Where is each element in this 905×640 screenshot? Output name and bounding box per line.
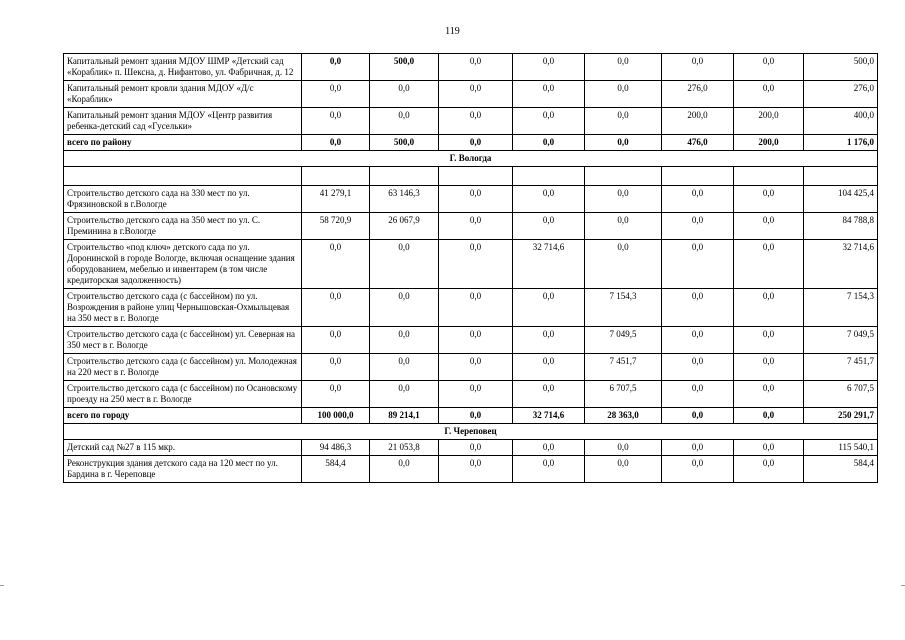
value-cell: 0,0 bbox=[513, 381, 585, 408]
value-cell: 0,0 bbox=[513, 456, 585, 483]
item-name-cell: всего по городу bbox=[64, 408, 302, 424]
value-cell: 0,0 bbox=[662, 289, 734, 327]
value-cell: 0,0 bbox=[439, 240, 513, 289]
value-cell: 0,0 bbox=[302, 327, 370, 354]
value-cell: 0,0 bbox=[302, 54, 370, 81]
row-total-cell: 584,4 bbox=[804, 456, 878, 483]
value-cell: 0,0 bbox=[302, 240, 370, 289]
row-total-cell: 104 425,4 bbox=[804, 186, 878, 213]
empty-cell bbox=[513, 167, 585, 186]
value-cell: 200,0 bbox=[734, 108, 804, 135]
value-cell: 0,0 bbox=[585, 54, 662, 81]
value-cell: 0,0 bbox=[513, 289, 585, 327]
section-header-row bbox=[64, 424, 878, 440]
value-cell: 0,0 bbox=[302, 381, 370, 408]
empty-cell bbox=[64, 167, 302, 186]
value-cell: 200,0 bbox=[734, 135, 804, 151]
value-cell: 0,0 bbox=[662, 186, 734, 213]
table-row bbox=[64, 381, 878, 408]
value-cell: 63 146,3 bbox=[370, 186, 439, 213]
value-cell: 0,0 bbox=[734, 327, 804, 354]
empty-row bbox=[64, 167, 878, 186]
item-name-cell: Строительство детского сада (с бассейном) по Осановскому проезду на 250 мест в г. Вологде bbox=[64, 381, 302, 408]
value-cell: 0,0 bbox=[662, 327, 734, 354]
budget-table bbox=[63, 53, 878, 483]
item-name-cell: Капитальный ремонт кровли здания МДОУ «Д/с «Кораблик» bbox=[64, 81, 302, 108]
item-name-cell: Строительство детского сада (с бассейном) по ул. Возрождения в районе улиц Чернышовская-Охмыльцевая на 350 мест в г. Вологде bbox=[64, 289, 302, 327]
value-cell: 28 363,0 bbox=[585, 408, 662, 424]
value-cell: 0,0 bbox=[302, 289, 370, 327]
item-name-cell: Строительство детского сада на 330 мест по ул. Фрязиновской в г.Вологде bbox=[64, 186, 302, 213]
row-total-cell: 32 714,6 bbox=[804, 240, 878, 289]
table-row bbox=[64, 81, 878, 108]
value-cell: 0,0 bbox=[439, 213, 513, 240]
empty-cell bbox=[585, 167, 662, 186]
value-cell: 0,0 bbox=[302, 354, 370, 381]
value-cell: 0,0 bbox=[302, 108, 370, 135]
value-cell: 0,0 bbox=[370, 108, 439, 135]
value-cell: 0,0 bbox=[662, 456, 734, 483]
value-cell: 7 154,3 bbox=[585, 289, 662, 327]
value-cell: 0,0 bbox=[439, 456, 513, 483]
value-cell: 0,0 bbox=[370, 381, 439, 408]
value-cell: 0,0 bbox=[439, 381, 513, 408]
value-cell: 0,0 bbox=[662, 408, 734, 424]
value-cell: 0,0 bbox=[439, 354, 513, 381]
value-cell: 584,4 bbox=[302, 456, 370, 483]
empty-cell bbox=[302, 167, 370, 186]
value-cell: 0,0 bbox=[734, 440, 804, 456]
value-cell: 0,0 bbox=[734, 408, 804, 424]
item-name-cell: всего по району bbox=[64, 135, 302, 151]
value-cell: 0,0 bbox=[513, 81, 585, 108]
table-row bbox=[64, 213, 878, 240]
value-cell: 0,0 bbox=[302, 81, 370, 108]
value-cell: 0,0 bbox=[439, 289, 513, 327]
row-total-cell: 400,0 bbox=[804, 108, 878, 135]
row-total-cell: 7 154,3 bbox=[804, 289, 878, 327]
table-row bbox=[64, 289, 878, 327]
value-cell: 0,0 bbox=[439, 327, 513, 354]
value-cell: 0,0 bbox=[370, 81, 439, 108]
total-row bbox=[64, 408, 878, 424]
value-cell: 0,0 bbox=[662, 54, 734, 81]
empty-cell bbox=[439, 167, 513, 186]
row-total-cell: 250 291,7 bbox=[804, 408, 878, 424]
value-cell: 0,0 bbox=[662, 354, 734, 381]
value-cell: 0,0 bbox=[734, 456, 804, 483]
value-cell: 0,0 bbox=[513, 54, 585, 81]
value-cell: 0,0 bbox=[513, 440, 585, 456]
value-cell: 26 067,9 bbox=[370, 213, 439, 240]
value-cell: 500,0 bbox=[370, 54, 439, 81]
item-name-cell: Реконструкция здания детского сада на 120 мест по ул. Бардина в г. Череповце bbox=[64, 456, 302, 483]
value-cell: 0,0 bbox=[585, 213, 662, 240]
value-cell: 0,0 bbox=[513, 108, 585, 135]
table-row bbox=[64, 186, 878, 213]
value-cell: 0,0 bbox=[662, 240, 734, 289]
value-cell: 32 714,6 bbox=[513, 408, 585, 424]
value-cell: 0,0 bbox=[585, 108, 662, 135]
value-cell: 0,0 bbox=[585, 81, 662, 108]
row-total-cell: 6 707,5 bbox=[804, 381, 878, 408]
value-cell: 0,0 bbox=[439, 440, 513, 456]
table-row bbox=[64, 440, 878, 456]
value-cell: 94 486,3 bbox=[302, 440, 370, 456]
value-cell: 0,0 bbox=[513, 213, 585, 240]
item-name-cell: Строительство детского сада на 350 мест по ул. С. Преминина в г.Вологде bbox=[64, 213, 302, 240]
section-title: Г. Череповец bbox=[64, 424, 878, 440]
table-row bbox=[64, 108, 878, 135]
value-cell: 0,0 bbox=[585, 440, 662, 456]
row-total-cell: 7 049,5 bbox=[804, 327, 878, 354]
value-cell: 0,0 bbox=[734, 240, 804, 289]
value-cell: 0,0 bbox=[439, 408, 513, 424]
value-cell: 0,0 bbox=[585, 135, 662, 151]
value-cell: 0,0 bbox=[370, 354, 439, 381]
value-cell: 0,0 bbox=[734, 213, 804, 240]
item-name-cell: Капитальный ремонт здания МДОУ «Центр развития ребенка-детский сад «Гусельки» bbox=[64, 108, 302, 135]
value-cell: 7 451,7 bbox=[585, 354, 662, 381]
value-cell: 0,0 bbox=[585, 186, 662, 213]
table-row bbox=[64, 240, 878, 289]
item-name-cell: Капитальный ремонт здания МДОУ ШМР «Детский сад «Кораблик» п. Шексна, д. Нифантово, ул. Фабричная, д. 12 bbox=[64, 54, 302, 81]
item-name-cell: Строительство детского сада (с бассейном) ул. Северная на 350 мест в г. Вологде bbox=[64, 327, 302, 354]
value-cell: 0,0 bbox=[662, 381, 734, 408]
empty-cell bbox=[370, 167, 439, 186]
value-cell: 89 214,1 bbox=[370, 408, 439, 424]
row-total-cell: 84 788,8 bbox=[804, 213, 878, 240]
value-cell: 0,0 bbox=[585, 456, 662, 483]
value-cell: 0,0 bbox=[662, 440, 734, 456]
value-cell: 7 049,5 bbox=[585, 327, 662, 354]
page-number: 119 bbox=[445, 26, 460, 37]
value-cell: 0,0 bbox=[439, 135, 513, 151]
value-cell: 0,0 bbox=[734, 186, 804, 213]
value-cell: 0,0 bbox=[370, 240, 439, 289]
value-cell: 0,0 bbox=[734, 81, 804, 108]
value-cell: 0,0 bbox=[513, 186, 585, 213]
value-cell: 0,0 bbox=[370, 289, 439, 327]
value-cell: 200,0 bbox=[662, 108, 734, 135]
table-row bbox=[64, 456, 878, 483]
table-body bbox=[64, 54, 878, 483]
total-row bbox=[64, 135, 878, 151]
value-cell: 0,0 bbox=[585, 240, 662, 289]
value-cell: 0,0 bbox=[734, 54, 804, 81]
value-cell: 0,0 bbox=[439, 81, 513, 108]
scan-edge-mark-right bbox=[901, 585, 905, 586]
value-cell: 0,0 bbox=[734, 289, 804, 327]
empty-cell bbox=[662, 167, 734, 186]
table-row bbox=[64, 327, 878, 354]
value-cell: 58 720,9 bbox=[302, 213, 370, 240]
empty-cell bbox=[734, 167, 804, 186]
table-row bbox=[64, 54, 878, 81]
row-total-cell: 115 540,1 bbox=[804, 440, 878, 456]
item-name-cell: Детский сад №27 в 115 мкр. bbox=[64, 440, 302, 456]
value-cell: 0,0 bbox=[513, 327, 585, 354]
value-cell: 0,0 bbox=[439, 186, 513, 213]
value-cell: 0,0 bbox=[513, 354, 585, 381]
value-cell: 500,0 bbox=[370, 135, 439, 151]
section-title: Г. Вологда bbox=[64, 151, 878, 167]
table-row bbox=[64, 354, 878, 381]
value-cell: 6 707,5 bbox=[585, 381, 662, 408]
value-cell: 476,0 bbox=[662, 135, 734, 151]
value-cell: 0,0 bbox=[734, 354, 804, 381]
value-cell: 21 053,8 bbox=[370, 440, 439, 456]
empty-cell bbox=[804, 167, 878, 186]
value-cell: 0,0 bbox=[370, 327, 439, 354]
value-cell: 32 714,6 bbox=[513, 240, 585, 289]
scan-edge-mark-left bbox=[0, 585, 4, 586]
value-cell: 276,0 bbox=[662, 81, 734, 108]
row-total-cell: 500,0 bbox=[804, 54, 878, 81]
value-cell: 0,0 bbox=[513, 135, 585, 151]
value-cell: 0,0 bbox=[439, 108, 513, 135]
item-name-cell: Строительство «под ключ» детского сада по ул. Доронинской в городе Вологде, включая оснащение здания оборудованием, мебелью и инвентарем (в том числе кредиторская задолженность) bbox=[64, 240, 302, 289]
row-total-cell: 1 176,0 bbox=[804, 135, 878, 151]
row-total-cell: 276,0 bbox=[804, 81, 878, 108]
row-total-cell: 7 451,7 bbox=[804, 354, 878, 381]
value-cell: 0,0 bbox=[302, 135, 370, 151]
value-cell: 0,0 bbox=[734, 381, 804, 408]
section-header-row bbox=[64, 151, 878, 167]
value-cell: 0,0 bbox=[662, 213, 734, 240]
item-name-cell: Строительство детского сада (с бассейном) ул. Молодежная на 220 мест в г. Вологде bbox=[64, 354, 302, 381]
value-cell: 0,0 bbox=[370, 456, 439, 483]
value-cell: 100 000,0 bbox=[302, 408, 370, 424]
value-cell: 41 279,1 bbox=[302, 186, 370, 213]
value-cell: 0,0 bbox=[439, 54, 513, 81]
